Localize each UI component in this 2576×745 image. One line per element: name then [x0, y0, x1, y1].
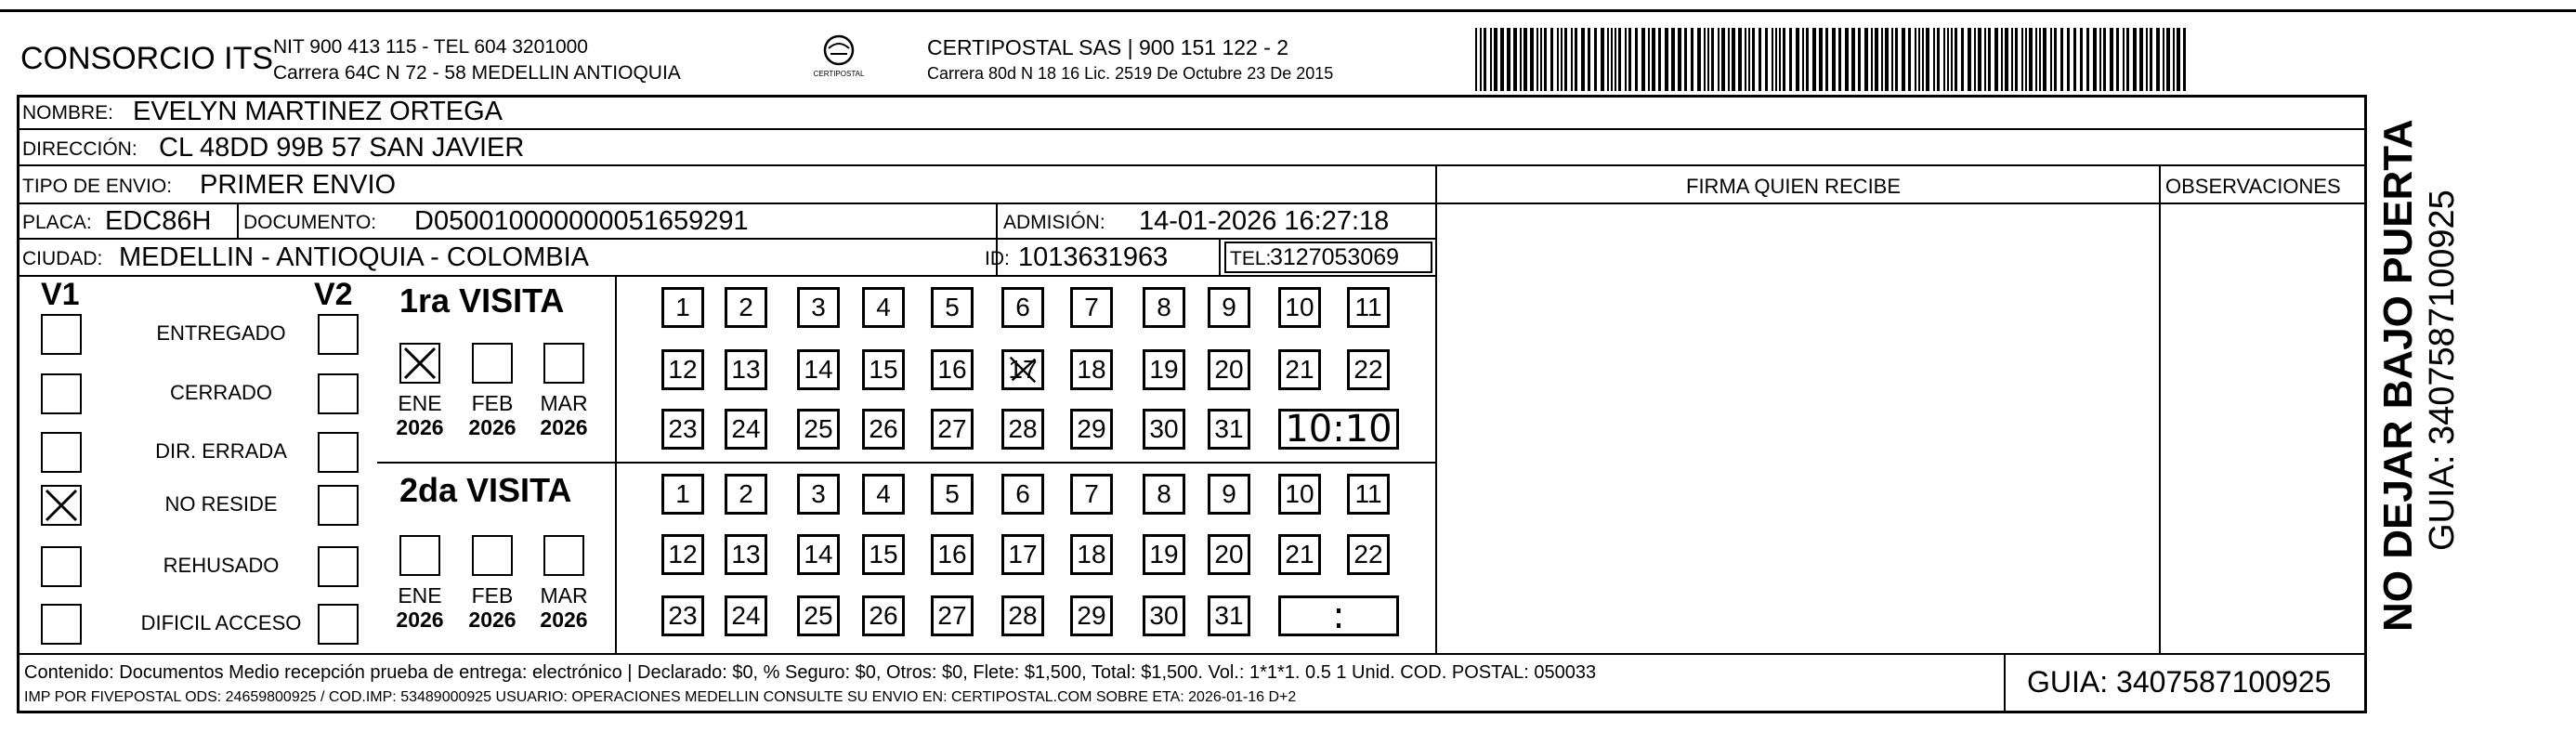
barcode-bar: [1772, 28, 1773, 91]
barcode-bar: [2043, 28, 2046, 91]
barcode-bar: [1752, 28, 1755, 91]
visit1-month-label: FEB: [471, 391, 514, 415]
visit2-month-label: ENE: [398, 583, 442, 608]
barcode-bar: [2021, 28, 2023, 91]
barcode-bar: [1678, 28, 1681, 91]
footer-imp: IMP POR FIVEPOSTAL ODS: 24659800925 / COD.IMP: 53489000925 USUARIO: OPERACIONES MEDELLIN CONSULTE SU ENVIO EN: CERTIPOSTAL.COM SOBRE ETA: 2026-01-16 D+2: [24, 689, 1297, 705]
visit1-year-label: 2026: [540, 415, 588, 439]
barcode-bar: [2067, 28, 2070, 91]
visit1-month-checkbox[interactable]: [399, 343, 440, 384]
v1-checkbox[interactable]: [41, 546, 82, 587]
col-line: [2159, 164, 2161, 653]
barcode-bar: [1588, 28, 1590, 91]
no-dejar-bajo-puerta: NO DEJAR BAJO PUERTA: [2375, 119, 2421, 632]
visit2-day-cell[interactable]: 26: [862, 595, 905, 636]
barcode-bar: [1704, 28, 1706, 91]
barcode-bar: [1891, 28, 1893, 91]
visit2-day-cell[interactable]: 25: [797, 595, 840, 636]
company-nit-tel: NIT 900 413 115 - TEL 604 3201000: [273, 36, 588, 58]
v2-checkbox[interactable]: [318, 485, 359, 526]
row-line: [17, 653, 2367, 655]
barcode-bar: [1838, 28, 1841, 91]
barcode-bar: [1984, 28, 1986, 91]
visit1-year-label: 2026: [468, 415, 517, 439]
visit1-day-cell[interactable]: 28: [1001, 409, 1044, 450]
row-line: [17, 164, 2367, 166]
barcode-bar: [1926, 28, 1929, 91]
barcode-bar: [2001, 28, 2003, 91]
barcode-bar: [1974, 28, 1976, 91]
barcode-bar: [2080, 28, 2083, 91]
barcode-bar: [1759, 28, 1761, 91]
barcode-bar: [1500, 28, 1504, 91]
visit1-month-checkbox[interactable]: [472, 343, 513, 384]
barcode-bar: [1557, 28, 1559, 91]
barcode-bar: [2150, 28, 2152, 91]
v2-checkbox[interactable]: [318, 373, 359, 414]
v2-checkbox[interactable]: [318, 604, 359, 645]
visit2-day-cell[interactable]: 23: [661, 595, 704, 636]
barcode-bar: [1581, 28, 1585, 91]
admision-label: ADMISIÓN:: [1003, 212, 1105, 233]
barcode-bar: [1955, 28, 1957, 91]
barcode: [1475, 28, 2190, 91]
barcode-bar: [1575, 28, 1577, 91]
barcode-bar: [2163, 28, 2164, 91]
barcode-bar: [1520, 28, 1522, 91]
barcode-bar: [2173, 28, 2175, 91]
visit1-title: 1ra VISITA: [399, 281, 565, 320]
barcode-bar: [2123, 28, 2125, 91]
barcode-bar: [1475, 28, 1477, 91]
visit2-day-cell[interactable]: 22: [1347, 534, 1390, 575]
barcode-bar: [1494, 28, 1497, 91]
firma-label: FIRMA QUIEN RECIBE: [1686, 175, 1902, 198]
barcode-bar: [2126, 28, 2129, 91]
barcode-bar: [1988, 28, 1991, 91]
barcode-bar: [1864, 28, 1868, 91]
visit1-day-cell[interactable]: 31: [1208, 409, 1250, 450]
barcode-bar: [1684, 28, 1687, 91]
ciudad-label: CIUDAD:: [22, 248, 103, 269]
visit1-day-cell[interactable]: 7: [1070, 287, 1113, 328]
visit2-day-cell[interactable]: 6: [1001, 474, 1044, 515]
top-border: [0, 9, 2576, 12]
row-line: [377, 462, 1435, 464]
barcode-bar: [1806, 28, 1809, 91]
barcode-bar: [1480, 28, 1482, 91]
barcode-bar: [1691, 28, 1693, 91]
observaciones-label: OBSERVACIONES: [2165, 175, 2341, 198]
barcode-bar: [1594, 28, 1597, 91]
barcode-bar: [2073, 28, 2076, 91]
barcode-bar: [1697, 28, 1701, 91]
visit2-day-cell[interactable]: 2: [725, 474, 767, 515]
barcode-bar: [2086, 28, 2089, 91]
visit2-day-cell[interactable]: 11: [1347, 474, 1390, 515]
visit2-day-cell[interactable]: 30: [1143, 595, 1185, 636]
barcode-bar: [2005, 28, 2008, 91]
placa-value: EDC86H: [105, 206, 212, 236]
col-line: [1219, 238, 1221, 275]
barcode-bar: [1832, 28, 1836, 91]
barcode-bar: [2054, 28, 2057, 91]
visit2-day-cell[interactable]: 15: [862, 534, 905, 575]
barcode-bar: [1851, 28, 1855, 91]
barcode-bar: [1523, 28, 1527, 91]
visit1-day-cell[interactable]: 27: [931, 409, 974, 450]
visit2-time-box[interactable]: :: [1278, 595, 1399, 636]
visit2-day-cell[interactable]: 28: [1001, 595, 1044, 636]
barcode-bar: [1825, 28, 1828, 91]
barcode-bar: [1902, 28, 1905, 91]
v1-checkbox[interactable]: [41, 373, 82, 414]
barcode-bar: [1796, 28, 1799, 91]
visit2-day-cell[interactable]: 9: [1208, 474, 1250, 515]
visit2-year-label: 2026: [540, 608, 588, 632]
barcode-bar: [1561, 28, 1563, 91]
barcode-bar: [1571, 28, 1573, 91]
barcode-bar: [1507, 28, 1510, 91]
barcode-bar: [1718, 28, 1720, 91]
documento-value: D050010000000051659291: [414, 206, 749, 236]
barcode-bar: [1871, 28, 1873, 91]
visit2-day-cell[interactable]: 18: [1070, 534, 1113, 575]
tipo-value: PRIMER ENVIO: [200, 170, 397, 200]
barcode-bar: [1671, 28, 1675, 91]
tipo-label: TIPO DE ENVIO:: [22, 176, 173, 197]
barcode-bar: [2093, 28, 2097, 91]
barcode-bar: [1789, 28, 1792, 91]
visit2-day-cell[interactable]: 5: [931, 474, 974, 515]
visit2-day-cell[interactable]: 10: [1278, 474, 1321, 515]
visit1-day-cell[interactable]: 11: [1347, 287, 1390, 328]
barcode-bar: [1783, 28, 1785, 91]
visit1-month-checkbox[interactable]: [543, 343, 584, 384]
barcode-bar: [1968, 28, 1971, 91]
barcode-bar: [1732, 28, 1735, 91]
barcode-bar: [2050, 28, 2052, 91]
visit1-day-cell[interactable]: 23: [661, 409, 704, 450]
visit2-title: 2da VISITA: [399, 471, 572, 509]
pen-mark: [1004, 352, 1041, 387]
visit2-day-cell[interactable]: 27: [931, 595, 974, 636]
ciudad-value: MEDELLIN - ANTIOQUIA - COLOMBIA: [119, 242, 589, 272]
barcode-bar: [1648, 28, 1650, 91]
footer-guia: GUIA: 3407587100925: [2027, 665, 2332, 699]
barcode-bar: [2039, 28, 2041, 91]
admision-value: 14-01-2026 16:27:18: [1139, 206, 1390, 236]
barcode-bar: [1812, 28, 1816, 91]
barcode-bar: [1745, 28, 1746, 91]
row-line: [17, 203, 1435, 204]
barcode-bar: [1845, 28, 1849, 91]
tel-value: 3127053069: [1270, 244, 1400, 270]
barcode-bar: [1875, 28, 1878, 91]
barcode-bar: [1658, 28, 1661, 91]
v2-header: V2: [314, 277, 353, 312]
barcode-bar: [2116, 28, 2119, 91]
barcode-bar: [1922, 28, 1924, 91]
visit1-day-cell[interactable]: 4: [862, 287, 905, 328]
visit1-time-box[interactable]: 10:10: [1278, 409, 1399, 450]
barcode-bar: [1885, 28, 1889, 91]
visit1-day-cell[interactable]: 3: [797, 287, 840, 328]
barcode-bar: [1536, 28, 1538, 91]
status-option-label: ENTREGADO: [156, 321, 286, 345]
v1-checkbox[interactable]: [41, 604, 82, 645]
certipostal-logo: [810, 32, 868, 85]
barcode-bar: [2146, 28, 2148, 91]
barcode-bar: [1628, 28, 1631, 91]
barcode-bar: [1951, 28, 1953, 91]
status-option-label: DIR. ERRADA: [155, 439, 287, 463]
id-value: 1013631963: [1018, 242, 1169, 272]
barcode-bar: [1908, 28, 1911, 91]
v1-checkbox[interactable]: [41, 314, 82, 355]
visit1-day-cell[interactable]: 19: [1143, 349, 1185, 390]
visit2-year-label: 2026: [396, 608, 444, 632]
visit2-day-cell[interactable]: 24: [725, 595, 767, 636]
id-label: ID:: [985, 248, 1010, 269]
visit1-month-label: ENE: [398, 391, 442, 415]
visit2-year-label: 2026: [468, 608, 517, 632]
visit2-day-cell[interactable]: 21: [1278, 534, 1321, 575]
barcode-bar: [1641, 28, 1645, 91]
barcode-bar: [1937, 28, 1940, 91]
barcode-bar: [1484, 28, 1486, 91]
v2-checkbox[interactable]: [318, 432, 359, 473]
barcode-bar: [1765, 28, 1768, 91]
visit1-day-cell[interactable]: 25: [797, 409, 840, 450]
barcode-bar: [2029, 28, 2033, 91]
barcode-bar: [1915, 28, 1916, 91]
visit1-day-cell[interactable]: 12: [661, 349, 704, 390]
status-option-label: NO RESIDE: [164, 492, 278, 516]
visit1-day-cell[interactable]: 8: [1143, 287, 1185, 328]
barcode-bar: [1615, 28, 1616, 91]
barcode-bar: [1721, 28, 1725, 91]
visit1-day-cell[interactable]: 18: [1070, 349, 1113, 390]
barcode-bar: [1635, 28, 1638, 91]
logo-text: CERTIPOSTAL: [813, 70, 865, 78]
certipostal-address: Carrera 80d N 18 16 Lic. 2519 De Octubre 23 De 2015: [927, 64, 1334, 83]
barcode-bar: [1625, 28, 1627, 91]
barcode-bar: [1775, 28, 1777, 91]
barcode-bar: [1601, 28, 1604, 91]
barcode-bar: [1618, 28, 1621, 91]
barcode-bar: [1779, 28, 1781, 91]
barcode-bar: [2025, 28, 2027, 91]
barcode-bar: [1933, 28, 1935, 91]
visit2-day-cell[interactable]: 16: [931, 534, 974, 575]
company-address: Carrera 64C N 72 - 58 MEDELLIN ANTIOQUIA: [273, 62, 681, 84]
barcode-bar: [1802, 28, 1804, 91]
barcode-bar: [2035, 28, 2037, 91]
visit1-day-cell[interactable]: 26: [862, 409, 905, 450]
visit2-month-checkbox[interactable]: [543, 535, 584, 576]
visit1-day-cell[interactable]: 15: [862, 349, 905, 390]
v1-checkbox[interactable]: [41, 485, 82, 526]
barcode-bar: [1994, 28, 1998, 91]
visit1-day-cell[interactable]: 21: [1278, 349, 1321, 390]
company-name: CONSORCIO ITS: [20, 41, 274, 76]
visit1-month-label: MAR: [540, 391, 588, 415]
barcode-bar: [1564, 28, 1567, 91]
nombre-value: EVELYN MARTINEZ ORTEGA: [133, 97, 503, 126]
barcode-bar: [2133, 28, 2137, 91]
visit1-day-cell[interactable]: 13: [725, 349, 767, 390]
barcode-bar: [1490, 28, 1492, 91]
barcode-bar: [1943, 28, 1945, 91]
barcode-bar: [1881, 28, 1883, 91]
barcode-bar: [1607, 28, 1609, 91]
barcode-bar: [1961, 28, 1964, 91]
barcode-bar: [2103, 28, 2106, 91]
visit2-day-cell[interactable]: 4: [862, 474, 905, 515]
col-line: [615, 275, 617, 653]
visit2-month-label: FEB: [471, 583, 514, 608]
visit1-day-cell[interactable]: 29: [1070, 409, 1113, 450]
visit1-day-cell[interactable]: 14: [797, 349, 840, 390]
certipostal-name: CERTIPOSTAL SAS | 900 151 122 - 2: [927, 35, 1289, 59]
barcode-bar: [1728, 28, 1730, 91]
barcode-bar: [1530, 28, 1534, 91]
v2-checkbox[interactable]: [318, 314, 359, 355]
visit1-day-cell[interactable]: 22: [1347, 349, 1390, 390]
barcode-bar: [2177, 28, 2180, 91]
v1-header: V1: [41, 277, 80, 312]
visit1-day-cell[interactable]: 24: [725, 409, 767, 450]
row-line: [17, 128, 2367, 130]
visit2-month-label: MAR: [540, 583, 588, 608]
barcode-bar: [1947, 28, 1949, 91]
barcode-bar: [1895, 28, 1898, 91]
barcode-bar: [1550, 28, 1553, 91]
col-line: [1435, 164, 1437, 653]
barcode-bar: [1707, 28, 1709, 91]
visit2-day-cell[interactable]: 3: [797, 474, 840, 515]
visit1-day-cell[interactable]: 20: [1208, 349, 1250, 390]
placa-label: PLACA:: [22, 212, 92, 233]
visit1-day-cell[interactable]: 17: [1001, 349, 1044, 390]
barcode-bar: [1738, 28, 1742, 91]
barcode-bar: [2156, 28, 2160, 91]
barcode-bar: [1711, 28, 1714, 91]
visit1-day-cell[interactable]: 6: [1001, 287, 1044, 328]
status-option-label: DIFICIL ACCESO: [140, 611, 302, 634]
barcode-bar: [1665, 28, 1668, 91]
visit1-day-cell[interactable]: 1: [661, 287, 704, 328]
barcode-bar: [2060, 28, 2063, 91]
barcode-bar: [1513, 28, 1517, 91]
tel-label: TEL:: [1230, 248, 1272, 269]
barcode-bar: [2015, 28, 2018, 91]
barcode-bar: [1858, 28, 1861, 91]
row-line: [1435, 203, 2367, 204]
visit2-day-cell[interactable]: 17: [1001, 534, 1044, 575]
footer-contenido: Contenido: Documentos Medio recepción prueba de entrega: electrónico | Declarado: $0, % Seguro: $0, Otros: $0, Flete: $1,500, Total: $1,500. Vol.: 1*1*1. 0.5 1 Unid. COD. POSTAL: 050033: [24, 662, 1597, 683]
row-line: [17, 275, 1435, 277]
side-guia: GUIA: 3407587100925: [2423, 190, 2462, 551]
status-option-label: CERRADO: [169, 381, 272, 404]
v1-checkbox[interactable]: [41, 432, 82, 473]
visit1-year-label: 2026: [396, 415, 444, 439]
visit2-day-cell[interactable]: 31: [1208, 595, 1250, 636]
direccion-value: CL 48DD 99B 57 SAN JAVIER: [159, 133, 525, 163]
visit1-day-cell[interactable]: 5: [931, 287, 974, 328]
direccion-label: DIRECCIÓN:: [22, 138, 137, 160]
col-line: [237, 203, 239, 238]
status-option-label: REHUSADO: [163, 554, 280, 577]
visit2-day-cell[interactable]: 19: [1143, 534, 1185, 575]
barcode-bar: [2139, 28, 2143, 91]
barcode-bar: [1540, 28, 1542, 91]
visit2-day-cell[interactable]: 12: [661, 534, 704, 575]
barcode-bar: [2099, 28, 2101, 91]
barcode-bar: [1652, 28, 1655, 91]
barcode-bar: [1978, 28, 1981, 91]
visit2-month-checkbox[interactable]: [399, 535, 440, 576]
visit2-day-cell[interactable]: 14: [797, 534, 840, 575]
visit2-day-cell[interactable]: 1: [661, 474, 704, 515]
barcode-bar: [1748, 28, 1750, 91]
barcode-bar: [1819, 28, 1823, 91]
visit1-day-cell[interactable]: 16: [931, 349, 974, 390]
visit1-day-cell[interactable]: 30: [1143, 409, 1185, 450]
barcode-bar: [2183, 28, 2186, 91]
visit1-day-cell[interactable]: 10: [1278, 287, 1321, 328]
barcode-bar: [1544, 28, 1547, 91]
row-line: [17, 238, 1435, 240]
visit2-day-cell[interactable]: 13: [725, 534, 767, 575]
visit2-day-cell[interactable]: 7: [1070, 474, 1113, 515]
visit2-day-cell[interactable]: 8: [1143, 474, 1185, 515]
nombre-label-text: NOMBRE:: [22, 102, 114, 124]
barcode-bar: [1918, 28, 1920, 91]
barcode-bar: [2011, 28, 2013, 91]
visit1-day-cell[interactable]: 2: [725, 287, 767, 328]
barcode-bar: [2166, 28, 2170, 91]
barcode-bar: [1611, 28, 1613, 91]
barcode-bar: [2110, 28, 2113, 91]
visit2-day-cell[interactable]: 20: [1208, 534, 1250, 575]
visit1-day-cell[interactable]: 9: [1208, 287, 1250, 328]
v2-checkbox[interactable]: [318, 546, 359, 587]
visit2-day-cell[interactable]: 29: [1070, 595, 1113, 636]
col-line: [2004, 653, 2006, 713]
visit2-month-checkbox[interactable]: [472, 535, 513, 576]
documento-label: DOCUMENTO:: [243, 212, 377, 233]
